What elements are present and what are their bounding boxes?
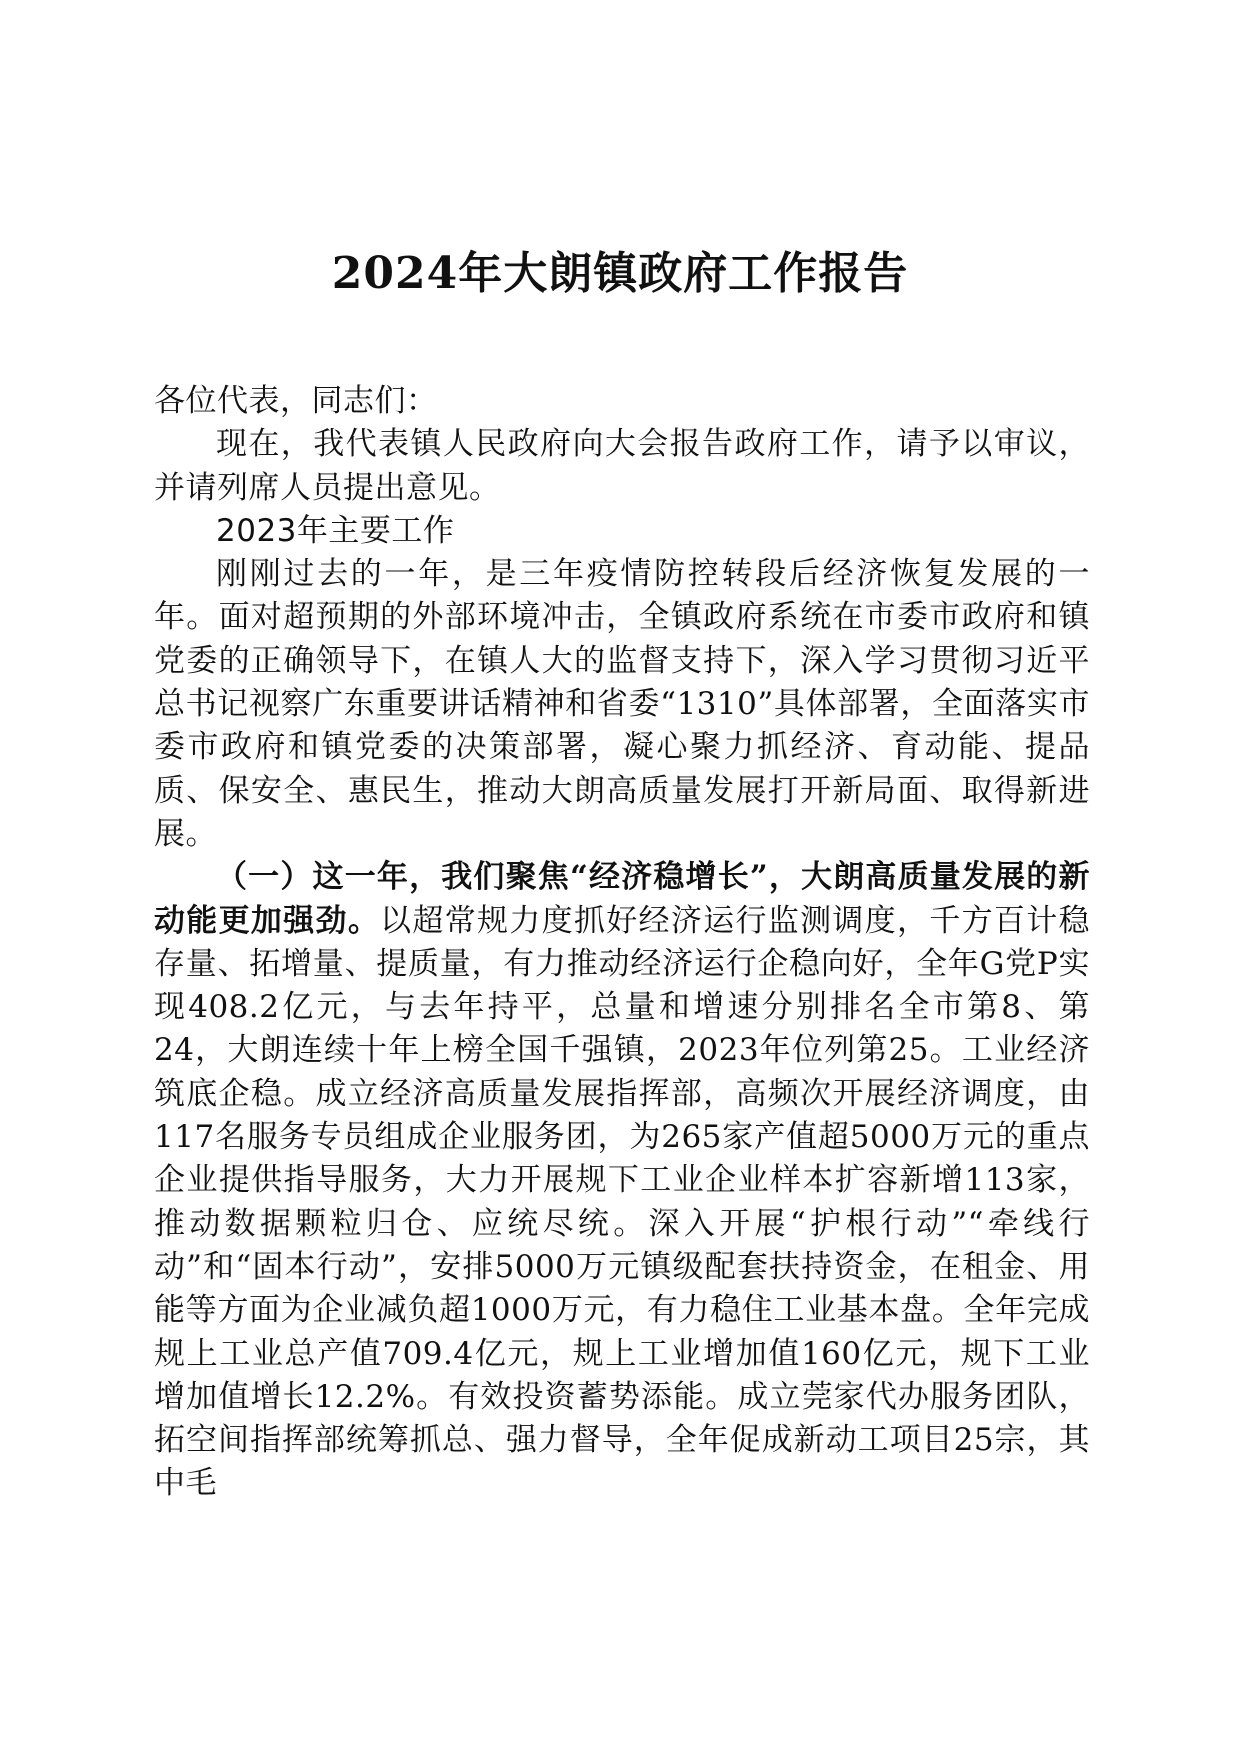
section-heading: 2023年主要工作 [216, 512, 455, 549]
point-one-body: 以超常规力度抓好经济运行监测调度，千方百计稳存量、拓增量、提质量，有力推动经济运行企稳向好，全年G党P实现408.2亿元，与去年持平，总量和增速分别排名全市第8、第24，大朗连续十年上榜全国千强镇，2023年位列第25。工业经济筑底企稳。成立经济高质量发展指挥部，高频次开展经济调度，由117名服务专员组成企业服务团，为265家产值超5000万元的重点企业提供指导服务，大力开展规下工业企业样本扩容新增113家，推动数据颗粒归仓、应统尽统。深入开展“护根行动”“牵线行动”和“固本行动”，安排5000万元镇级配套扶持资金，在租金、用能等方面为企业减负超1000万元，有力稳住工业基本盘。全年完成规上工业总产值709.4亿元，规上工业增加值160亿元，规下工业增加值增长12.2%。有效投资蓄势添能。成立莞家代办服务团队，拓空间指挥部统筹抓总、强力督导，全年促成新动工项目25宗，其中毛 [154, 902, 1090, 1502]
document-title: 2024年大朗镇政府工作报告 [331, 248, 909, 299]
salutation: 各位代表，同志们： [154, 383, 438, 419]
point-one-lead: （一）这一年，我们聚焦“经济稳增长”，大朗高质量发展的新动能更加强劲。 [154, 859, 1090, 939]
overview-paragraph: 刚刚过去的一年，是三年疫情防控转段后经济恢复发展的一年。面对超预期的外部环境冲击，全镇政府系统在市委市政府和镇党委的正确领导下，在镇人大的监督支持下，深入学习贯彻习近平总书记视察广东重要讲话精神和省委“1310”具体部署，全面落实市委市政府和镇党委的决策部署，凝心聚力抓经济、育动能、提品质、保安全、惠民生，推动大朗高质量发展打开新局面、取得新进展。 [154, 556, 1090, 852]
intro-paragraph: 现在，我代表镇人民政府向大会报告政府工作，请予以审议，并请列席人员提出意见。 [154, 426, 1090, 506]
document-body [154, 380, 1090, 1506]
point-one-paragraph [154, 856, 1090, 1505]
